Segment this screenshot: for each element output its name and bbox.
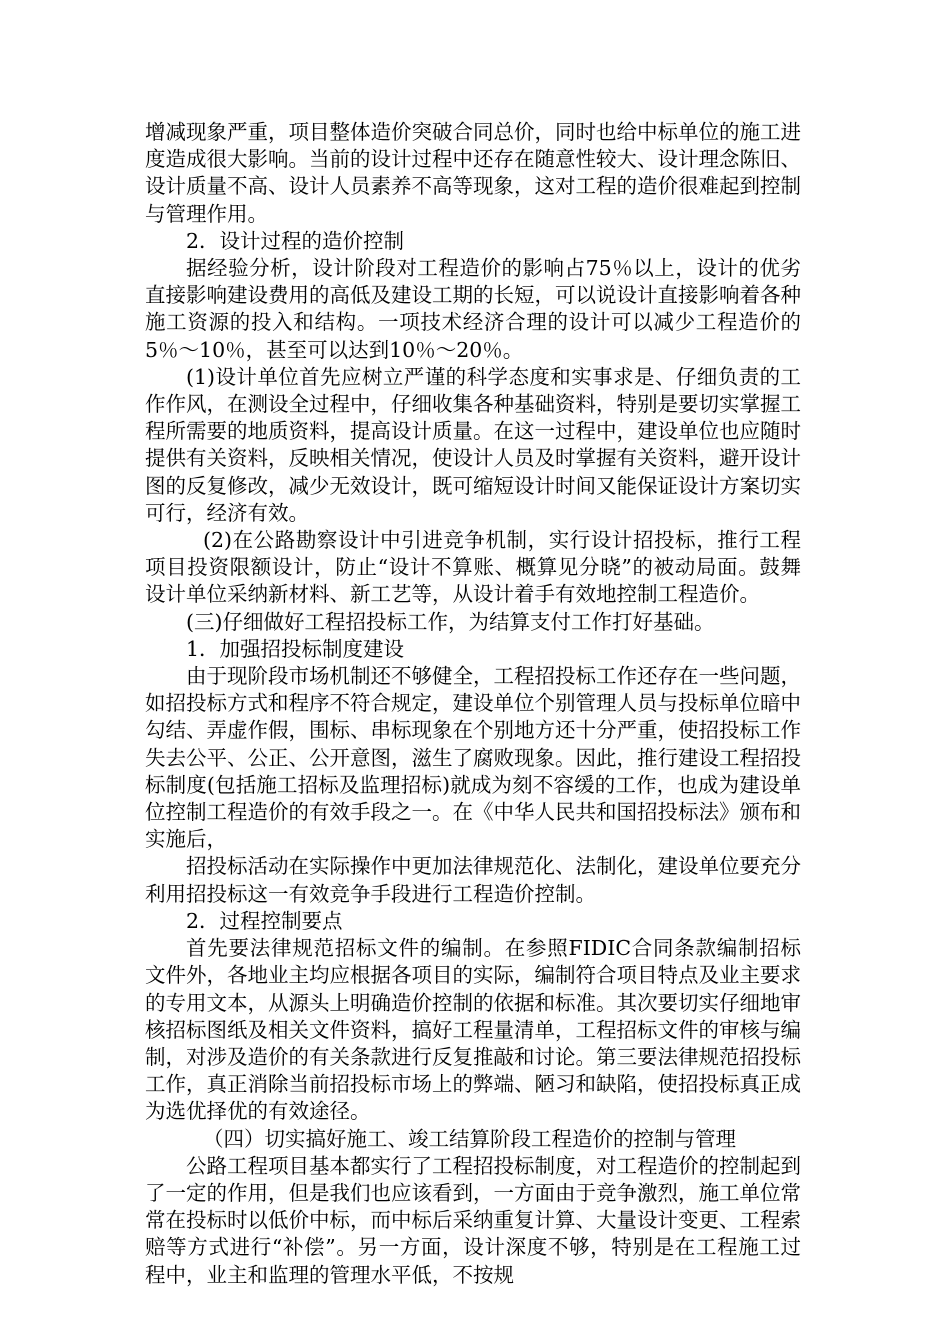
section-heading: 1．加强招投标制度建设 bbox=[186, 636, 405, 661]
section-heading: 2．过程控制要点 bbox=[186, 908, 343, 933]
paragraph: 由于现阶段市场机制还不够健全，工程招投标工作还存在一些问题，如招投标方式和程序不符合规定，建设单位个别管理人员与投标单位暗中勾结、弄虚作假，围标、串标现象在个别地方还十分严重，使招投标工作失去公平、公正、公开意图，滋生了腐败现象。因此，推行建设工程招投标制度(包括施工招标及监理招标)就成为刻不容缓的工作，也成为建设单位控制工程造价的有效手段之一。在《中华人民共和国招投标法》颁布和实施后， bbox=[145, 664, 801, 852]
paragraph: (1)设计单位首先应树立严谨的科学态度和实事求是、仔细负责的工作作风，在测设全过程中，仔细收集各种基础资料，特别是要切实掌握工程所需要的地质资料，提高设计质量。在这一过程中，建设单位也应随时提供有关资料，反映相关情况，使设计人员及时掌握有关资料，避开设计图的反复修改，减少无效设计，既可缩短设计时间又能保证设计方案切实可行，经济有效。 bbox=[145, 364, 801, 525]
paragraph: 增减现象严重，项目整体造价突破合同总价，同时也给中标单位的施工进度造成很大影响。当前的设计过程中还存在随意性较大、设计理念陈旧、设计质量不高、设计人员素养不高等现象，这对工程的造价很难起到控制与管理作用。 bbox=[145, 120, 801, 226]
paragraph: 公路工程项目基本都实行了工程招投标制度，对工程造价的控制起到了一定的作用，但是我们也应该看到，一方面由于竞争激烈，施工单位常常在投标时以低价中标，而中标后采纳重复计算、大量设计变更、工程索赔等方式进行“补偿”。另一方面，设计深度不够，特别是在工程施工过程中，业主和监理的管理水平低，不按规 bbox=[145, 1153, 801, 1287]
section-heading: （四）切实搞好施工、竣工结算阶段工程造价的控制与管理 bbox=[203, 1126, 736, 1151]
paragraph: 据经验分析，设计阶段对工程造价的影响占75％以上，设计的优劣直接影响建设费用的高低及建设工期的长短，可以说设计直接影响着各种施工资源的投入和结构。一项技术经济合理的设计可以减少工程造价的5％～10％，甚至可以达到10％～20％。 bbox=[145, 256, 801, 362]
section-heading: (三)仔细做好工程招投标工作，为结算支付工作打好基础。 bbox=[186, 609, 715, 634]
section-heading: 2．设计过程的造价控制 bbox=[186, 228, 405, 253]
paragraph: 招投标活动在实际操作中更加法律规范化、法制化，建设单位要充分利用招投标这一有效竞争手段进行工程造价控制。 bbox=[145, 854, 801, 906]
paragraph: (2)在公路勘察设计中引进竞争机制，实行设计招投标，推行工程项目投资限额设计，防止“设计不算账、概算见分晓”的被动局面。鼓舞设计单位采纳新材料、新工艺等，从设计着手有效地控制工程造价。 bbox=[145, 528, 801, 607]
paragraph: 首先要法律规范招标文件的编制。在参照FIDIC合同条款编制招标文件外，各地业主均应根据各项目的实际，编制符合项目特点及业主要求的专用文本，从源头上明确造价控制的依据和标准。其次要切实仔细地审核招标图纸及相关文件资料，搞好工程量清单，工程招标文件的审核与编制，对涉及造价的有关条款进行反复推敲和讨论。第三要法律规范招投标工作，真正消除当前招投标市场上的弊端、陋习和缺陷，使招投标真正成为选优择优的有效途径。 bbox=[145, 936, 801, 1124]
document-body bbox=[145, 119, 801, 1289]
